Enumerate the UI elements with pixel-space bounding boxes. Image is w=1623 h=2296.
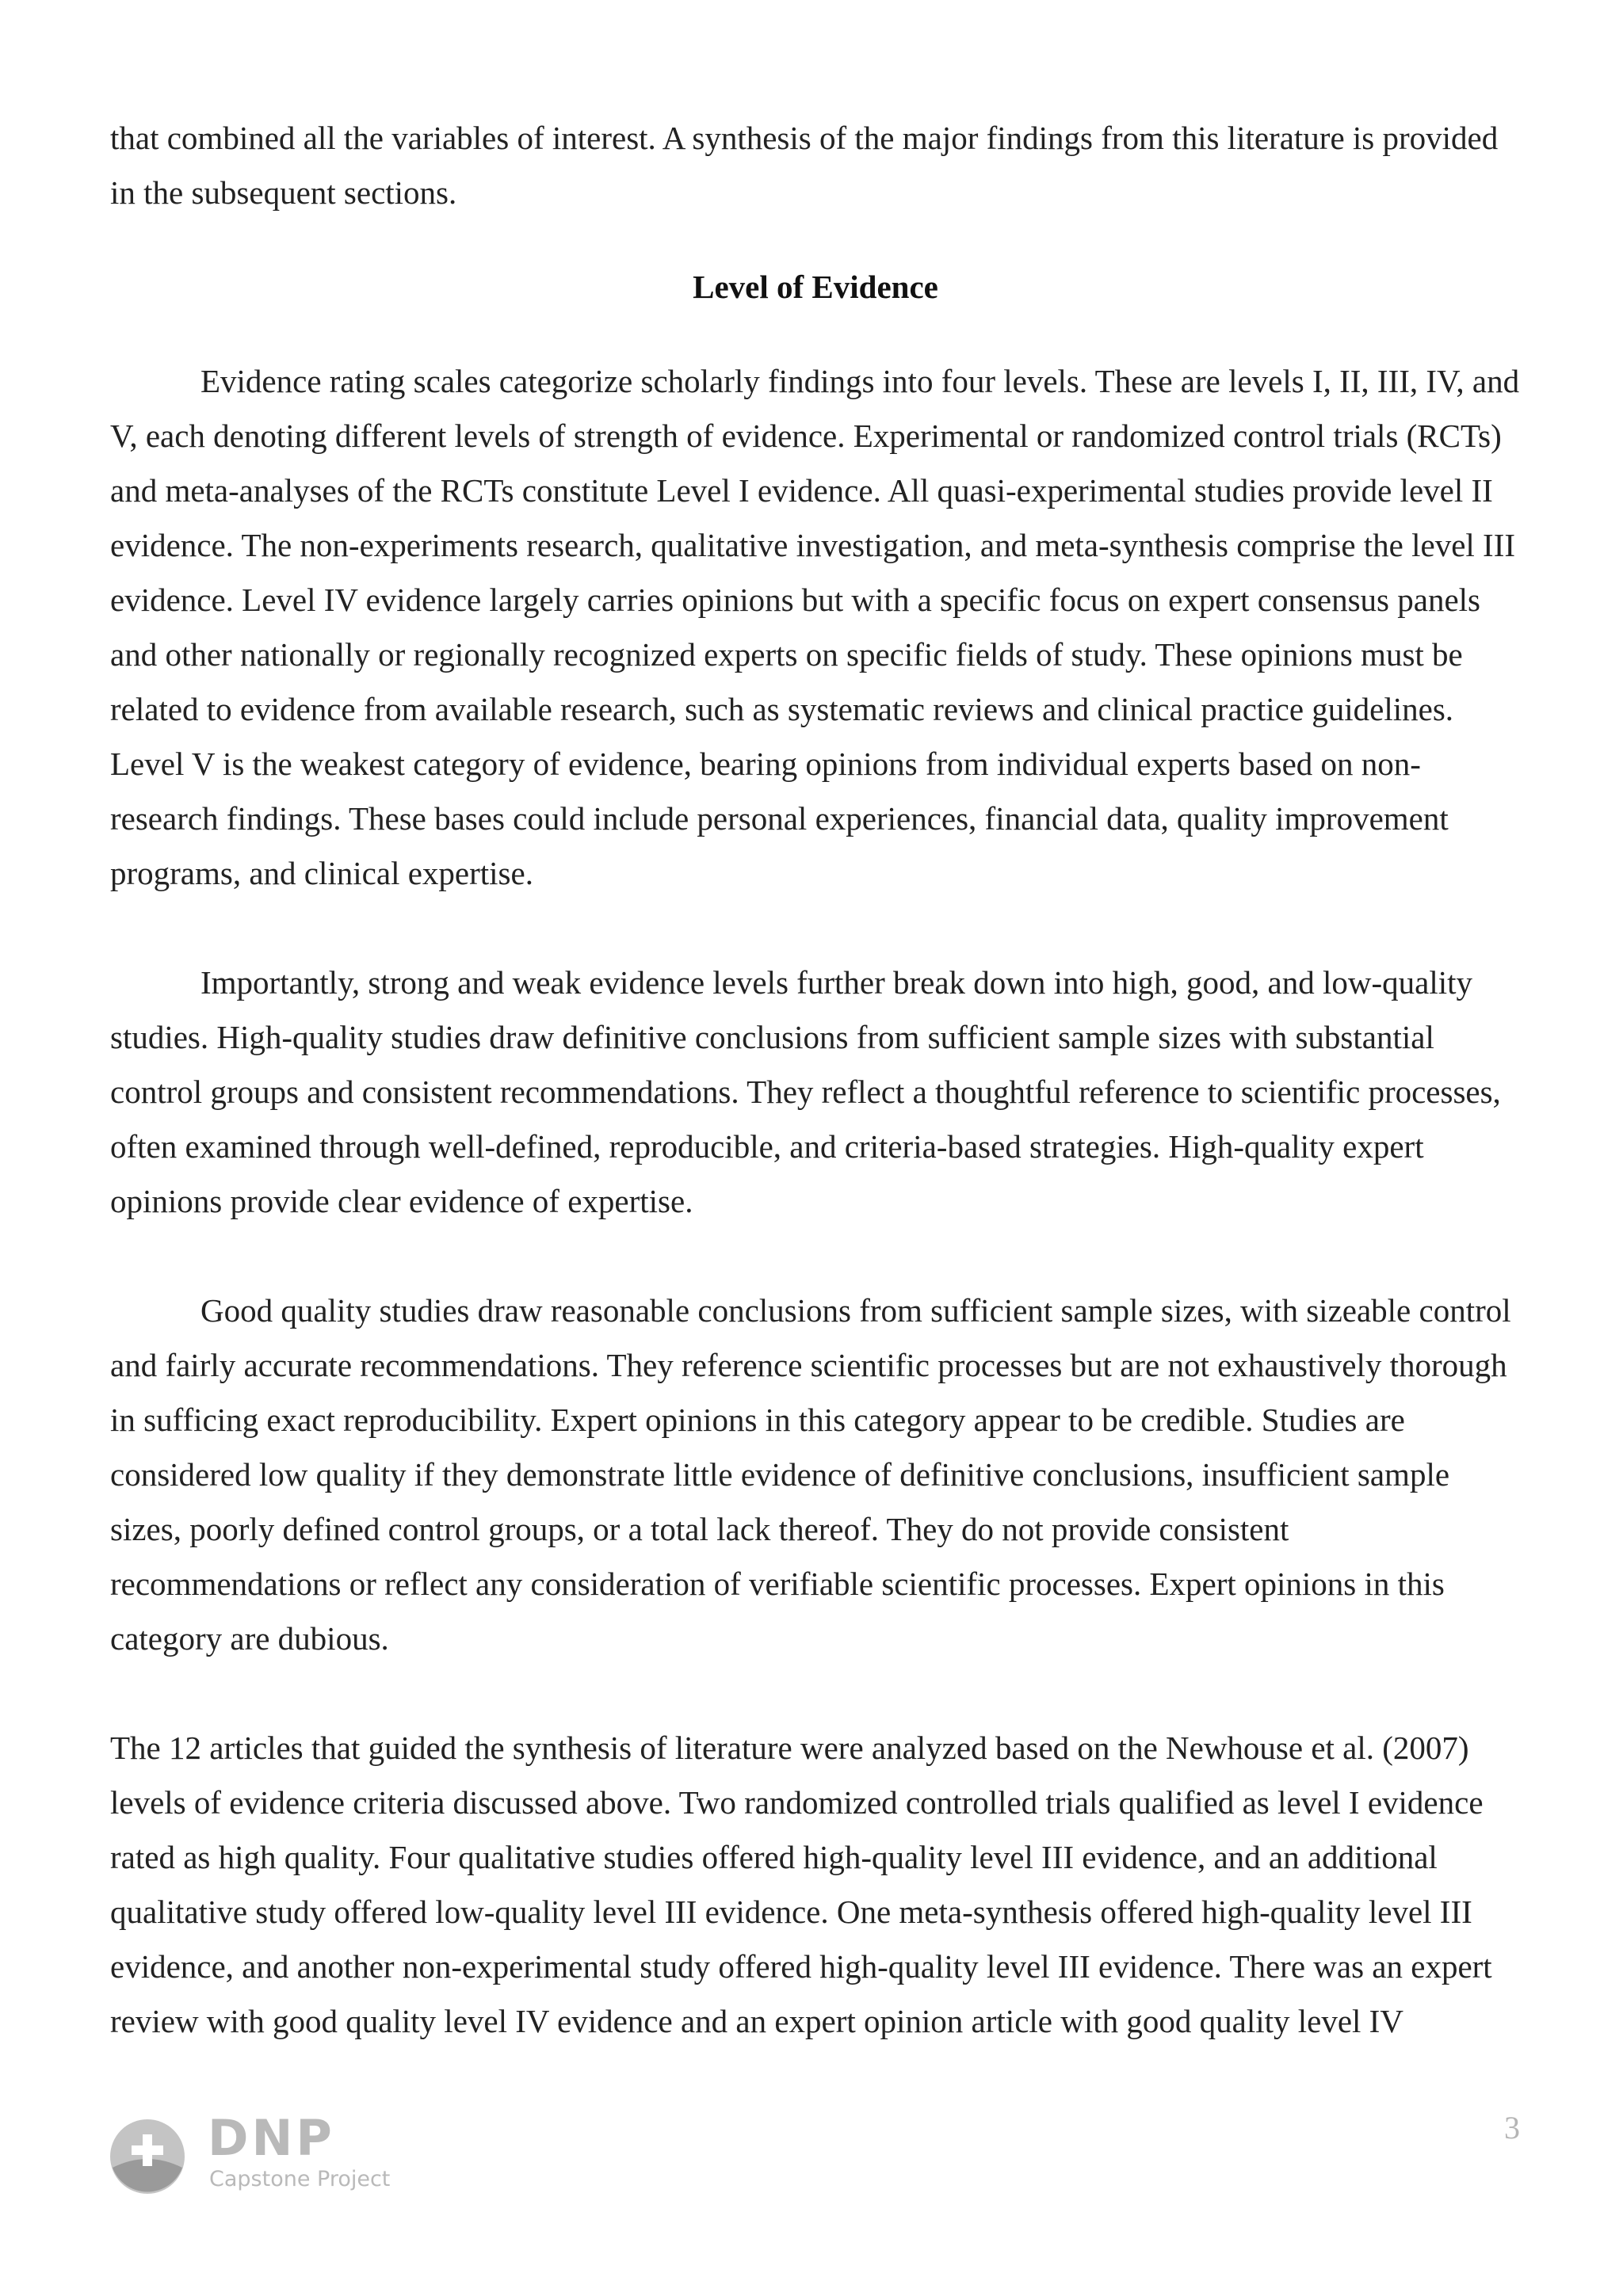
document-body	[110, 111, 1521, 2049]
logo-title: DNP	[208, 2109, 335, 2167]
paragraph-good-low-quality: Good quality studies draw reasonable conclusions from sufficient sample sizes, with sizeable control and fairly accurate recommendations. They reference scientific processes but are not exhaustively thorough in sufficing exact reproducibility. Expert opinions in this category appear to be credible. Studies are considered low quality if they demonstrate little evidence of definitive conclusions, insufficient sample sizes, poorly defined control groups, or a total lack thereof. They do not provide consistent recommendations or reflect any consideration of verifiable scientific processes. Expert opinions in this category are dubious.	[110, 1292, 1511, 1657]
paragraph-evidence-levels: Evidence rating scales categorize scholarly findings into four levels. These are levels I, II, III, IV, and V, each denoting different levels of strength of evidence. Experimental or randomized control trials (RCTs) and meta-analyses of the RCTs constitute Level I evidence. All quasi-experimental studies provide level II evidence. The non-experiments research, qualitative investigation, and meta-synthesis comprise the level III evidence. Level IV evidence largely carries opinions but with a specific focus on expert consensus panels and other nationally or regionally recognized experts on specific fields of study. These opinions must be related to evidence from available research, such as systematic reviews and clinical practice guidelines. Level V is the weakest category of evidence, bearing opinions from individual experts based on non-research findings. These bases could include personal experiences, financial data, quality improvement programs, and clinical expertise.	[110, 363, 1520, 891]
section-heading: Level of Evidence	[693, 269, 938, 305]
dnp-logo	[109, 2109, 411, 2195]
intro-paragraph: that combined all the variables of interest. A synthesis of the major findings from this literature is provided in the subsequent sections.	[110, 120, 1499, 211]
paragraph-quality-levels: Importantly, strong and weak evidence levels further break down into high, good, and low-quality studies. High-quality studies draw definitive conclusions from sufficient sample sizes with substantial control groups and consistent recommendations. They reflect a thoughtful reference to scientific processes, often examined through well-defined, reproducible, and criteria-based strategies. High-quality expert opinions provide clear evidence of expertise.	[110, 964, 1501, 1219]
logo-subtitle: Capstone Project	[209, 2167, 391, 2191]
paragraph-article-analysis: The 12 articles that guided the synthesis of literature were analyzed based on the Newhouse et al. (2007) levels of evidence criteria discussed above. Two randomized controlled trials qualified as level I evidence rated as high quality. Four qualitative studies offered high-quality level III evidence, and an additional qualitative study offered low-quality level III evidence. One meta-synthesis offered high-quality level III evidence, and another non-experimental study offered high-quality level III evidence. There was an expert review with good quality level IV evidence and an expert opinion article with good quality level IV	[110, 1730, 1492, 2039]
medical-cross-icon	[109, 2119, 185, 2195]
page-number: 3	[1504, 2110, 1520, 2145]
